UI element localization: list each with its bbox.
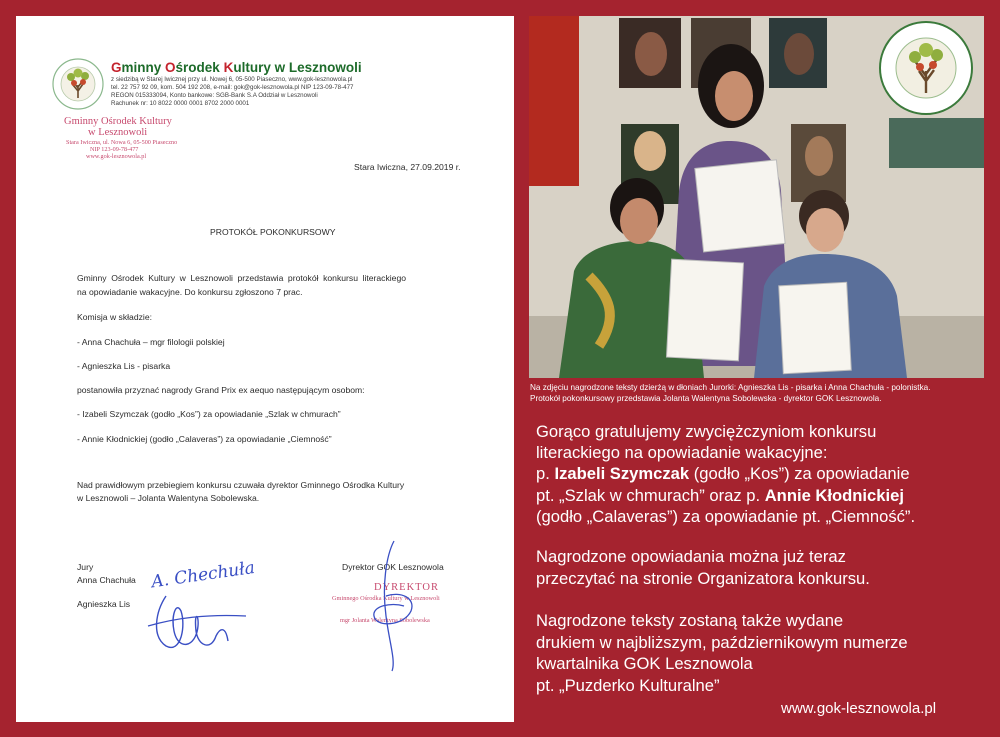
announcement-line: pt. „Szlak w chmurach” oraz p. Annie Kłodnickiej	[536, 486, 904, 505]
announcement-line: pt. „Puzderko Kulturalne”	[536, 676, 720, 695]
jury-member: Agnieszka Lis	[77, 599, 131, 609]
announcement-line: p. Izabeli Szymczak (godło „Kos”) za opowiadanie	[536, 464, 910, 483]
organization-name: Gminny Ośrodek Kultury w Lesznowoli	[111, 60, 362, 75]
photo-caption-line: Na zdjęciu nagrodzone teksty dzierżą w dłoniach Jurorki: Agnieszka Lis - pisarka i Anna Chachuła - polonistka.	[530, 383, 931, 392]
director-signature-icon	[346, 536, 436, 676]
stamp-line: Gminny Ośrodek Kultury	[64, 116, 172, 127]
announcement-line: Nagrodzone teksty zostaną także wydane	[536, 611, 844, 630]
director-stamp-title: DYREKTOR	[374, 582, 439, 593]
header-contact: tel. 22 757 92 09, kom. 504 192 208, e-mail: gok@gok-lesznowola.pl NIP 123-09-78-477	[111, 84, 354, 91]
document-date: Stara Iwiczna, 27.09.2019 r.	[354, 162, 461, 172]
stamp-line: www.gok-lesznowola.pl	[86, 153, 147, 160]
header-regon: REGON 015333094, Konto bankowe: SGB-Bank S.A Oddział w Lesznowoli	[111, 92, 318, 99]
winner-entry: - Annie Kłodnickiej (godło „Calaveras”) za opowiadanie „Ciemność”	[77, 434, 332, 444]
supervision-line: Nad prawidłowym przebiegiem konkursu czuwała dyrektor Gminnego Ośrodka Kultury	[77, 480, 405, 490]
photo-scene-icon	[529, 16, 984, 378]
jury-signature-icon	[136, 556, 256, 666]
intro-line: Gminny Ośrodek Kultury w Lesznowoli przedstawia protokół konkursu literackiego	[77, 273, 407, 283]
committee-label: Komisja w składzie:	[77, 312, 152, 322]
stamp-line: w Lesznowoli	[88, 127, 148, 138]
protocol-document	[16, 16, 514, 722]
document-title: PROTOKÓŁ POKONKURSOWY	[210, 227, 336, 237]
header-address: z siedzibą w Starej Iwicznej przy ul. Nowej 6, 05-500 Piaseczno, www.gok-lesznowola.pl	[111, 76, 353, 83]
director-label: Dyrektor GOK Lesznowola	[342, 562, 444, 572]
winner-name: Annie Kłodnickiej	[764, 486, 904, 505]
announcement-line: Gorąco gratulujemy zwyciężczyniom konkursu	[536, 422, 877, 441]
decision-text: postanowiła przyznać nagrody Grand Prix ex aequo następującym osobom:	[77, 385, 365, 395]
announcement-line: drukiem w najbliższym, październikowym numerze	[536, 633, 908, 652]
committee-member: - Agnieszka Lis - pisarka	[77, 361, 171, 371]
director-stamp-line: mgr Jolanta Walentyna Sobolewska	[340, 617, 430, 624]
announcement-line: Nagrodzone opowiadania można już teraz	[536, 547, 846, 566]
committee-member: - Anna Chachuła – mgr filologii polskiej	[77, 337, 225, 347]
gok-logo-icon	[52, 58, 104, 110]
announcement-line: kwartalnika GOK Lesznowola	[536, 654, 753, 673]
jury-member: Anna Chachuła	[77, 575, 136, 585]
intro-line: na opowiadanie wakacyjne. Do konkursu zgłoszono 7 prac.	[77, 287, 303, 297]
jury-photo	[529, 16, 984, 378]
jury-label: Jury	[77, 562, 94, 572]
announcement-line: przeczytać na stronie Organizatora konkursu.	[536, 569, 870, 588]
winner-entry: - Izabeli Szymczak (godło „Kos”) za opowiadanie „Szlak w chmurach”	[77, 409, 341, 419]
svg-text:A. Chechuła: A. Chechuła	[150, 557, 256, 593]
supervision-line: w Lesznowoli – Jolanta Walentyna Sobolewska.	[77, 493, 260, 503]
stamp-line: Stara Iwiczna, ul. Nowa 6, 05-500 Piaseczno	[66, 139, 178, 146]
photo-caption-line: Protokół pokonkursowy przedstawia Jolanta Walentyna Sobolewska - dyrektor GOK Lesznowola.	[530, 394, 882, 403]
director-stamp-line: Gminnego Ośrodka Kultury w Lesznowoli	[332, 595, 440, 602]
announcement-line: (godło „Calaveras”) za opowiadanie pt. „Ciemność”.	[536, 507, 916, 526]
website-link[interactable]: www.gok-lesznowola.pl	[781, 700, 937, 717]
announcement-line: literackiego na opowiadanie wakacyjne:	[536, 443, 828, 462]
winner-name: Izabeli Szymczak	[554, 464, 690, 483]
stamp-line: NIP 123-09-78-477	[90, 146, 139, 153]
header-account: Rachunek nr: 10 8022 0000 0001 8702 2000 0001	[111, 100, 250, 107]
